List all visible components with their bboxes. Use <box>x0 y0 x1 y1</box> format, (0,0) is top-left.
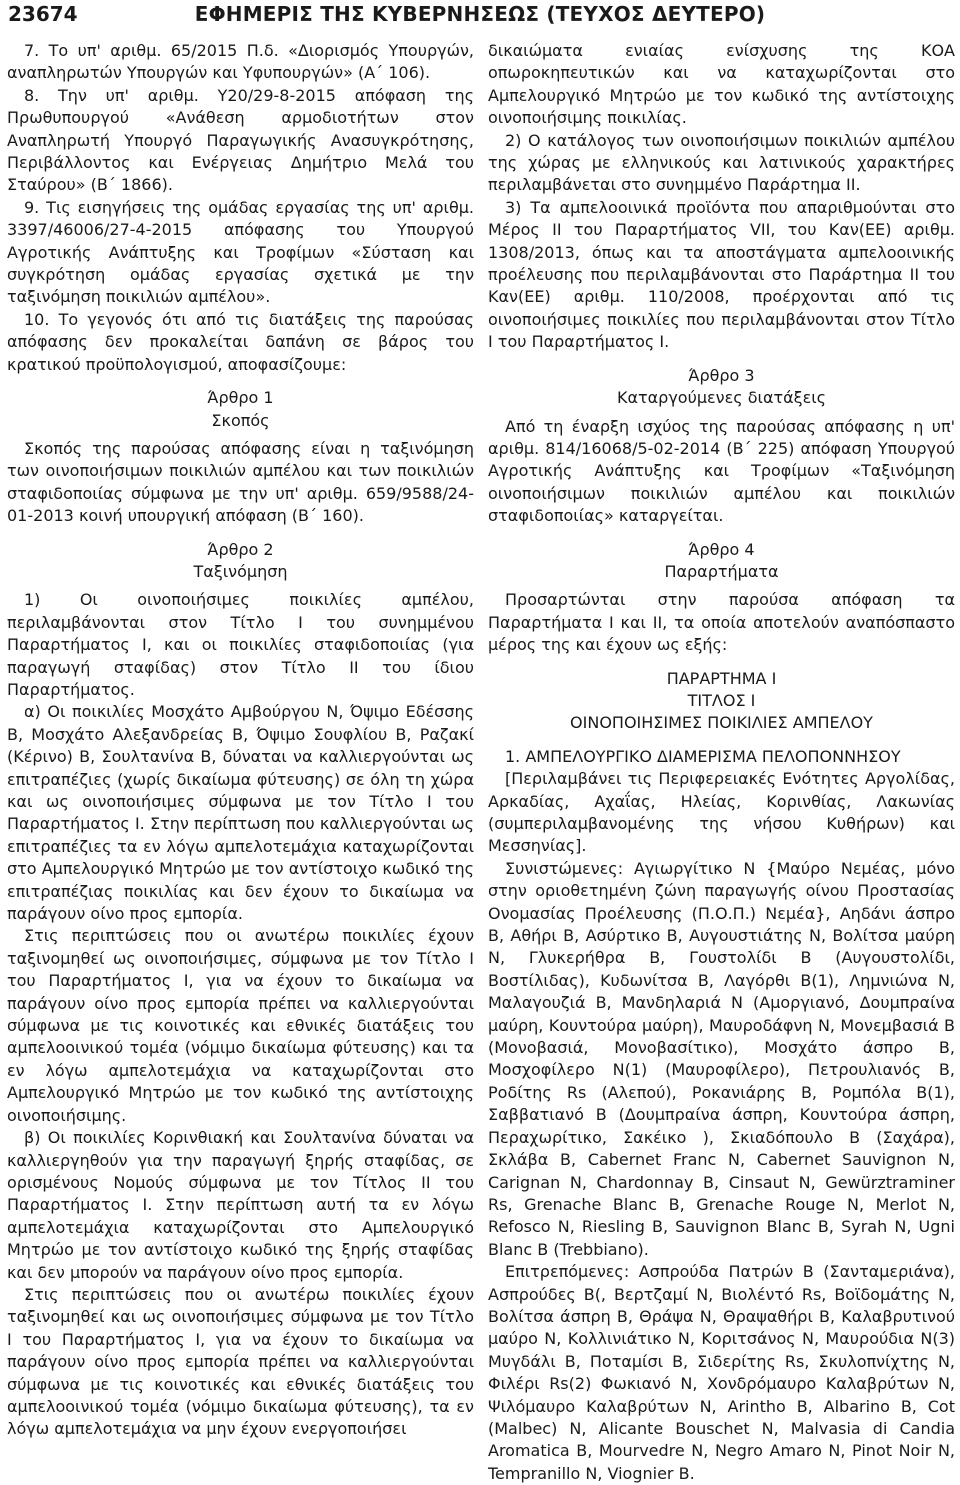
left-column <box>7 40 474 1441</box>
section-1-title: 1. ΑΜΠΕΛΟΥΡΓΙΚΟ ΔΙΑΜΕΡΙΣΜΑ ΠΕΛΟΠΟΝΝΗΣΟΥ <box>505 746 901 766</box>
article-2-para-b: β) Οι ποικιλίες Κορινθιακή και Σουλτανίνα δύναται να καλλιεργηθούν για την παραγωγή ξηρής σταφίδας, σε ορισμένους Νομούς σύμφωνα με τον Τίτλος ΙΙ του Παραρτήματος Ι. Στην περίπτωση αυτή τα εν λόγω αμπελοτεμάχια καταχωρίζονται στο Αμπελουργικό Μητρώο με τον αντίστοιχο κωδικό της ξηρής σταφίδας και δεν μπορούν να παράγουν οίνο προς εμπορία. <box>7 1128 474 1282</box>
article-2-para-b-cont: Στις περιπτώσεις που οι ανωτέρω ποικιλίες έχουν ταξινομηθεί και ως οινοποιήσιμες σύμφωνα με τον Τίτλο Ι του Παραρτήματος Ι, για να έχουν το δικαίωμα να παράγουν οίνο προς εμπορία πρέπει να καλλιεργούνται σύμφωνα με τις κοινοτικές και εθνικές διατάξεις του αμπελοοινικού τομέα (νόμιμο δικαίωμα φύτευσης), τα εν λόγω αμπελοτεμάχια να μην έχουν ενεργοποιήσει <box>7 1284 474 1439</box>
page-header <box>0 0 960 34</box>
article-2-para-2: 2) Ο κατάλογος των οινοποιήσιμων ποικιλιών αμπέλου της χώρας με ελληνικούς και λατινικούς χαρακτήρες περιλαμβάνεται στο συνημμένο Παράρτημα ΙΙ. <box>488 130 955 195</box>
article-2-title: Άρθρο 2 <box>207 539 274 559</box>
article-3-title: Άρθρο 3 <box>688 365 755 385</box>
article-3-text: Από τη έναρξη ισχύος της παρούσας απόφασης η υπ' αριθμ. 814/16068/5-02-2014 (Β΄ 225) απόφαση Υπουργού Αγροτικής Ανάπτυξης και Τροφίμων «Ταξινόμηση οινοποιήσιμων ποικιλιών αμπέλου και ποικιλιών σταφιδοποιίας» καταργείται. <box>488 416 955 526</box>
article-1-heading: Σκοπός <box>211 410 270 430</box>
recital-7: 7. Το υπ' αριθμ. 65/2015 Π.δ. «Διορισμός Υπουργών, αναπληρωτών Υπουργών και Υφυπουργών» (Α΄ 106). <box>7 41 474 83</box>
right-column <box>488 40 955 1485</box>
section-1-scope: [Περιλαμβάνει τις Περιφερειακές Ενότητες Αργολίδας, Αρκαδίας, Αχαΐας, Ηλείας, Κορινθίας, Λακωνίας (συμπεριλαμβανομένης της νήσου Κυθήρων) και Μεσσηνίας]. <box>488 769 955 856</box>
journal-title: ΕΦΗΜΕΡΙΣ ΤΗΣ ΚΥΒΕΡΝΗΣΕΩΣ (ΤΕΥΧΟΣ ΔΕΥΤΕΡΟ) <box>194 2 766 26</box>
annex-title: ΠΑΡΑΡΤΗΜΑ Ι <box>666 668 777 688</box>
permitted-varieties: Επιτρεπόμενες: Ασπρούδα Πατρών Β (Σανταμεριάνα), Ασπρούδες Β(, Βερτζαμί Ν, Βιολέντό Rs, Βοϊδομάτης Ν, Βολίτσα άσπρη Β, Θράψα Ν, Θραψαθήρι Β, Καλαβρυτινού μαύρο Ν, Κολλινιάτικο Ν, Κοριτσάνος Ν, Μαυρούδια Ν(3) Μυγδάλι Β, Ποταμίσι Β, Σιδερίτης Rs, Σκυλοπνίχτης Ν, Φιλέρι Rs(2) Φωκιανό Ν, Χονδρόμαυρο Καλαβρύτων Ν, Ψιλόμαυρο Καλαβρύτων Ν, Arintho B, Albarino B, Cot (Malbec) N, Alicante Bouschet N, Malvasia di Candia Aromatica B, Mourvedre N, Negro Amaro N, Pinot Noir N, Tempranillo N, Viognier B. <box>488 1262 956 1483</box>
continued-text: δικαιώματα ενιαίας ενίσχυσης της ΚΟΑ οπωροκηπευτικών και να καταχωρίζονται στο Αμπελουργικό Μητρώο με τον κωδικό της αντίστοιχης οινοποιήσιμης ποικιλίας. <box>488 41 955 128</box>
article-3-heading: Καταργούμενες διατάξεις <box>616 388 827 408</box>
article-2-para-3: 3) Τα αμπελοοινικά προϊόντα που απαριθμούνται στο Μέρος ΙΙ του Παραρτήματος VII, του Καν(ΕΕ) αριθμ. 1308/2013, όπως και τα αποστάγματα αμπελοοινικής προέλευσης που περιλαμβάνονται στο Παράρτημα ΙΙ του Καν(ΕΕ) αριθμ. 110/2008, προέρχονται από τις οινοποιήσιμες ποικιλίες που περιλαμβάνονται στον Τίτλο Ι του Παραρτήματος Ι. <box>488 197 955 352</box>
recommended-varieties: Συνιστώμενες: Αγιωργίτικο Ν {Μαύρο Νεμέας, μόνο στην οριοθετημένη ζώνη παραγωγής οίνου Προστασίας Ονομασίας Προέλευσης (Π.Ο.Π.) Νεμέα}, Αηδάνι άσπρο Β, Αθήρι Β, Ασύρτικο Β, Αυγουστιάτης Ν, Βολίτσα μαύρη Ν, Γλυκερήθρα Β, Γουστολίδι Β (Αυγουστολίδι, Βοστίλιδας), Κυδωνίτσα Β, Λαγόρθι Β(1), Λημνιώνα Ν, Μαλαγουζιά Β, Μανδηλαριά Ν (Αμοργιανό, Δουμπραίνα μαύρη, Κουντούρα μαύρη), Μαυροδάφνη Ν, Μονεμβασιά Β (Μονοβασιά, Μονοβασίτικο), Μοσχάτο άσπρο Β, Μοσχοφίλερο Ν(1) (Μαυροφίλερο), Πετρουλιανός Β, Ροδίτης Rs (Αλεπού), Ροκανιάρης Β, Ρομπόλα Β(1), Σαββατιανό Β (Δουμπραίνα άσπρη, Κουντούρα άσπρη, Περαχωρίτικο, Σακέικο ), Σκιαδόπουλο Β (Σαχάρα), Σκλάβα Β, Cabernet Franc N, Cabernet Sauvignon N, Carignan N, Chardonnay B, Cinsaut N, Gewürztraminer Rs, Grenache Blanc B, Grenache Rouge N, Merlot N, Refosco N, Riesling B, Sauvignon Blanc B, Syrah N, Ugni Blanc B (Trebbiano). <box>488 858 955 1259</box>
annex-heading: ΟΙΝΟΠΟΙΗΣΙΜΕΣ ΠΟΙΚΙΛΙΕΣ ΑΜΠΕΛΟΥ <box>570 713 873 733</box>
article-4-text: Προσαρτώνται στην παρούσα απόφαση τα Παραρτήματα Ι και ΙΙ, τα οποία αποτελούν αναπόσπαστο μέρος της και έχουν ως εξής: <box>488 590 955 655</box>
annex-subtitle: ΤΙΤΛΟΣ Ι <box>687 690 756 710</box>
article-4-title: Άρθρο 4 <box>688 539 755 559</box>
article-2-para-a: α) Οι ποικιλίες Μοσχάτο Αμβούργου Ν, Όψιμο Εδέσσης Β, Μοσχάτο Αλεξανδρείας Β, Όψιμο Σουφλίου Β, Ραζακί (Κέρινο) Β, Σουλτανίνα Β, δύναται να καλλιεργούνται ως επιτραπέζιες (χωρίς δικαίωμα φύτευσης) σε όλη τη χώρα και ως οινοποιήσιμες σύμφωνα με τον Τίτλο Ι του Παραρτήματος Ι. Στην περίπτωση που καλλιεργούνται ως επιτραπέζιες τα εν λόγω αμπελοτεμάχια καταχωρίζονται στο Αμπελουργικό Μητρώο με τον αντίστοιχο κωδικό της επιτραπέζιας ποικιλίας και δεν έχουν το δικαίωμα να παράγουν οίνο προς εμπορία. <box>7 702 474 924</box>
article-2-heading: Ταξινόμηση <box>193 561 288 581</box>
article-2-para-a-cont: Στις περιπτώσεις που οι ανωτέρω ποικιλίες έχουν ταξινομηθεί ως οινοποιήσιμες, σύμφωνα με τον Τίτλο Ι του Παραρτήματος Ι, για να έχουν το δικαίωμα να παράγουν οίνο προς εμπορία πρέπει να καλλιεργούνται σύμφωνα με τις κοινοτικές και εθνικές διατάξεις του αμπελοοινικού τομέα (νόμιμο δικαίωμα φύτευσης) και τα εν λόγω αμπελοτεμάχια να καταχωρίζονται στο Αμπελουργικό Μητρώο με τον κωδικό της αντίστοιχης οινοποιήσιμης. <box>7 926 474 1125</box>
recital-9: 9. Τις εισηγήσεις της ομάδας εργασίας της υπ' αριθμ. 3397/46006/27-4-2015 απόφασης του Υπουργού Αγροτικής Ανάπτυξης και Τροφίμων «Σύσταση και συγκρότηση ομάδας εργασίας σχετικά με την ταξινόμηση ποικιλιών αμπέλου». <box>7 197 474 307</box>
page-number: 23674 <box>8 2 78 26</box>
recital-10: 10. Το γεγονός ότι από τις διατάξεις της παρούσας απόφασης δεν προκαλείται δαπάνη σε βάρος του κρατικού προϋπολογισμού, αποφασίζουμε: <box>7 309 474 374</box>
recital-8: 8. Την υπ' αριθμ. Υ20/29-8-2015 απόφαση της Πρωθυπουργού «Ανάθεση αρμοδιοτήτων στον Αναπληρωτή Υπουργό Παραγωγικής Ανασυγκρότησης, Περιβάλλοντος και Ενέργειας Δημήτριο Μελά του Σταύρου» (Β΄ 1866). <box>7 85 474 195</box>
article-2-para-1: 1) Οι οινοποιήσιμες ποικιλίες αμπέλου, περιλαμβάνονται στον Τίτλο Ι του συνημμένου Παραρτήματος Ι, και οι ποικιλίες σταφιδοποιίας (για παραγωγή σταφίδας) στον Τίτλο ΙΙ του ίδιου Παραρτήματος. <box>7 590 474 699</box>
article-4-heading: Παραρτήματα <box>664 561 779 581</box>
article-1-title: Άρθρο 1 <box>207 388 274 408</box>
article-1-text: Σκοπός της παρούσας απόφασης είναι η ταξινόμηση των οινοποιήσιμων ποικιλιών αμπέλου και των ποικιλιών σταφιδοποιίας σύμφωνα με την υπ' αριθμ. 659/9588/24-01-2013 κοινή υπουργική απόφαση (Β΄ 160). <box>7 438 474 526</box>
